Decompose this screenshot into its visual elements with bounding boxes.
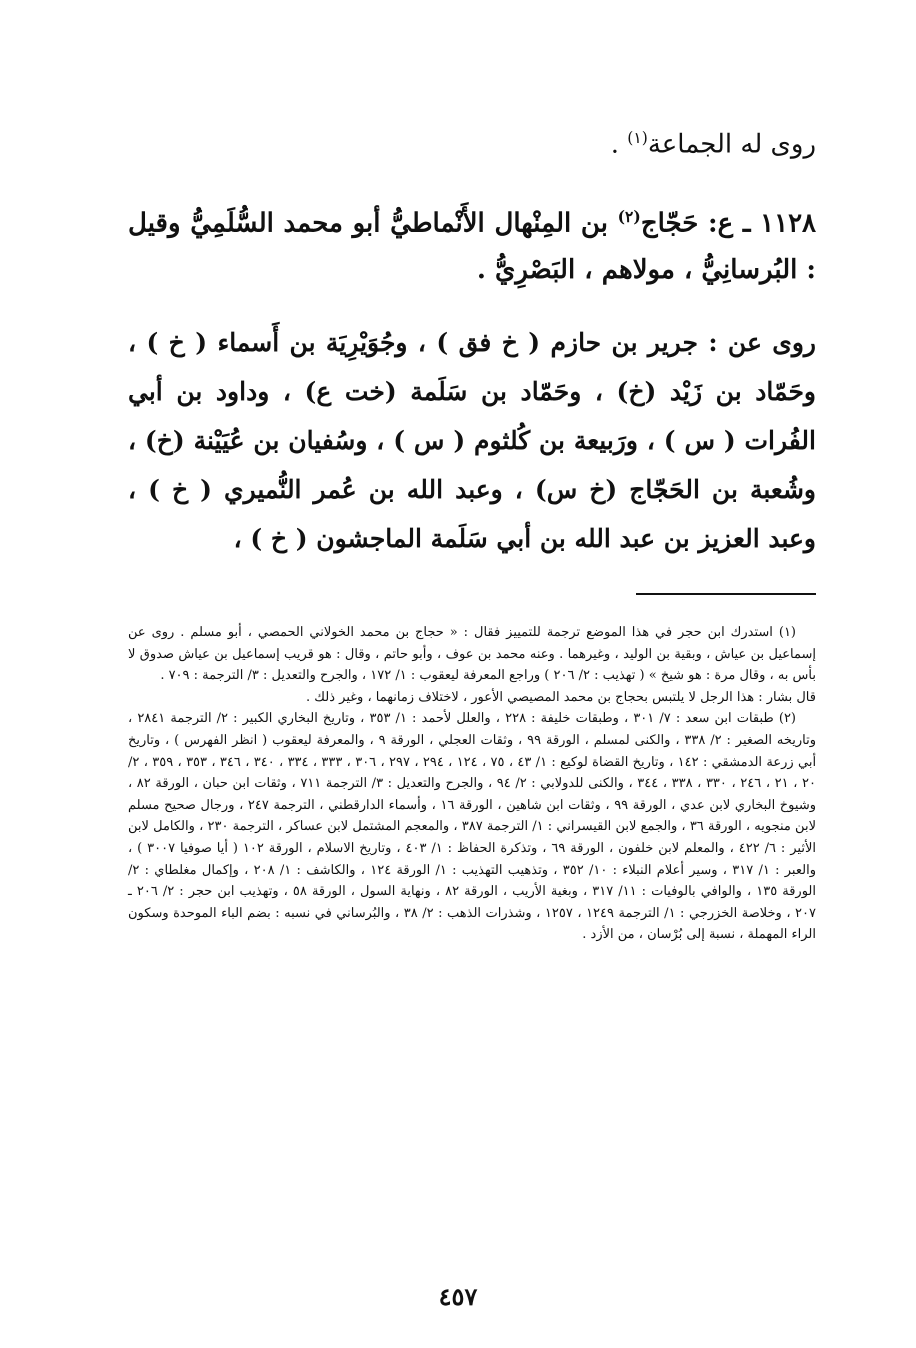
entry-rest: بن المِنْهال الأَنْماطيُّ أبو محمد السُّلَمِيُّ وقيل : البُرسانِيُّ ، مولاهم ، البَصْرِيُّ . (128, 208, 816, 286)
entry-name: حَجّاج (640, 208, 699, 239)
narrators-list: جرير بن حازم ( خ فق ) ، وجُوَيْرِيَة بن أَسماء ( خ ) ، وحَمّاد بن زَيْد (خ) ، وحَمّاد بن سَلَمة (خت ع) ، وداود بن أبي الفُرات ( س ) ، ورَبيعة بن كُلثوم ( س ) ، وسُفيان بن عُيَيْنة (خ) ، وشُعبة بن الحَجّاج (خ س) ، وعبد الله بن عُمر النُّميري ( خ ) ، وعبد العزيز بن عبد الله بن أبي سَلَمة الماجشون ( خ ) ، (128, 328, 816, 554)
footnote-2: (٢) طبقات ابن سعد : ٧/ ٣٠١ ، وطبقات خليفة : ٢٢٨ ، والعلل لأحمد : ١/ ٣٥٣ ، وتاريخ البخاري الكبير : ٢/ الترجمة ٢٨٤١ ، وتاريخه الصغير : ٢/ ٣٣٨ ، والكنى لمسلم ، الورقة ٩٩ ، وثقات العجلي ، الورقة ٩ ، والمعرفة ليعقوب ( انظر الفهرس ) ، وتاريخ أبي زرعة الدمشقي : ١٤٢ ، وتاريخ القضاة لوكيع : ١/ ٤٣ ، ٧٥ ، ١٢٤ ، ٢٩٤ ، ٢٩٧ ، ٣٠٦ ، ٣٣٣ ، ٣٣٤ ، ٣٤٠ ، ٣٤٦ ، ٣٥٣ ، ٣٥٩ ، ٢/ ٢٠ ، ٢١ ، ٢٤٦ ، ٣٣٠ ، ٣٣٨ ، ٣٤٤ ، والكنى للدولابي : ٢/ ٩٤ ، والجرح والتعديل : ٣/ الترجمة ٧١١ ، وثقات ابن حبان ، الورقة ٨٢ ، وشيوخ البخاري لابن عدي ، الورقة ٩٩ ، وثقات ابن شاهين ، الورقة ١٦ ، وأسماء الدارقطني ، الترجمة ٢٤٧ ، ورجال صحيح مسلم لابن منجويه ، الورقة ٣٦ ، والجمع لابن القيسراني : ١/ الترجمة ٣٨٧ ، والمعجم المشتمل لابن عساكر ، الترجمة ٢٣٠ ، والكامل لابن الأثير : ٦/ ٤٢٢ ، والمعلم لابن خلفون ، الورقة ٦٩ ، وتذكرة الحفاظ : ١/ ٤٠٣ ، وتاريخ الاسلام ، الورقة ١٠٢ ( أيا صوفيا ٣٠٠٧ ) ، والعبر : ١/ ٣١٧ ، وسير أعلام النبلاء : ١٠/ ٣٥٢ ، وتذهيب التهذيب : ١/ الورقة ١٢٤ ، والكاشف : ١/ ٢٠٨ ، وإكمال مغلطاي : ٢/ الورقة ١٣٥ ، والوافي بالوفيات : ١١/ ٣١٧ ، وبغية الأريب ، الورقة ٨٢ ، ونهاية السول ، الورقة ٥٨ ، وتهذيب ابن حجر : ٢/ ٢٠٦ ـ ٢٠٧ ، وخلاصة الخزرجي : ١/ الترجمة ١٢٤٩ ، ١٢٥٧ ، وشذرات الذهب : ٢/ ٣٨ ، والبُرساني في نسبه : بضم الباء الموحدة وسكون الراء المهملة ، نسبة إلى بُرْسان ، من الأزد . (128, 711, 817, 943)
page-number: ٤٥٧ (438, 1282, 478, 1311)
footnote-1: (١) استدرك ابن حجر في هذا الموضع ترجمة للتمييز فقال : « حجاج بن محمد الخولاني الحمصي ، أبو مسلم . روى عن إسماعيل بن عياش ، وبقية بن الوليد ، وغيرهما . وعنه محمد بن عوف ، وأبو حاتم ، وقال : هو قريب إسماعيل بن عياش صدوق لا بأس به ، وقال مرة : هو شيخ » ( تهذيب : ٢/ ٢٠٦ ) وراجع المعرفة ليعقوب : ١/ ١٧٢ ، والجرح والتعديل : ٣/ الترجمة : ٧٠٩ . (128, 625, 816, 684)
footnotes (128, 622, 816, 946)
entry-heading (128, 193, 816, 295)
entry-code: ـ ع: (698, 208, 761, 239)
entry-number: ١١٢٨ (760, 208, 816, 239)
footnote-marker-1: (١) (627, 129, 648, 147)
main-text (128, 108, 816, 563)
opening-end: . (610, 129, 628, 160)
opening-line (128, 108, 816, 175)
footnote-divider (636, 593, 816, 595)
footnote-1-note: قال بشار : هذا الرجل لا يلتبس بحجاج بن محمد المصيصي الأعور ، لاختلاف زمانهما ، وغير ذلك . (306, 689, 816, 705)
narrators-paragraph (128, 318, 816, 563)
narrated-from-label: روى عن : (708, 328, 816, 358)
footnote-marker-2: (٢) (617, 206, 641, 226)
opening-text: روى له الجماعة (647, 129, 816, 160)
